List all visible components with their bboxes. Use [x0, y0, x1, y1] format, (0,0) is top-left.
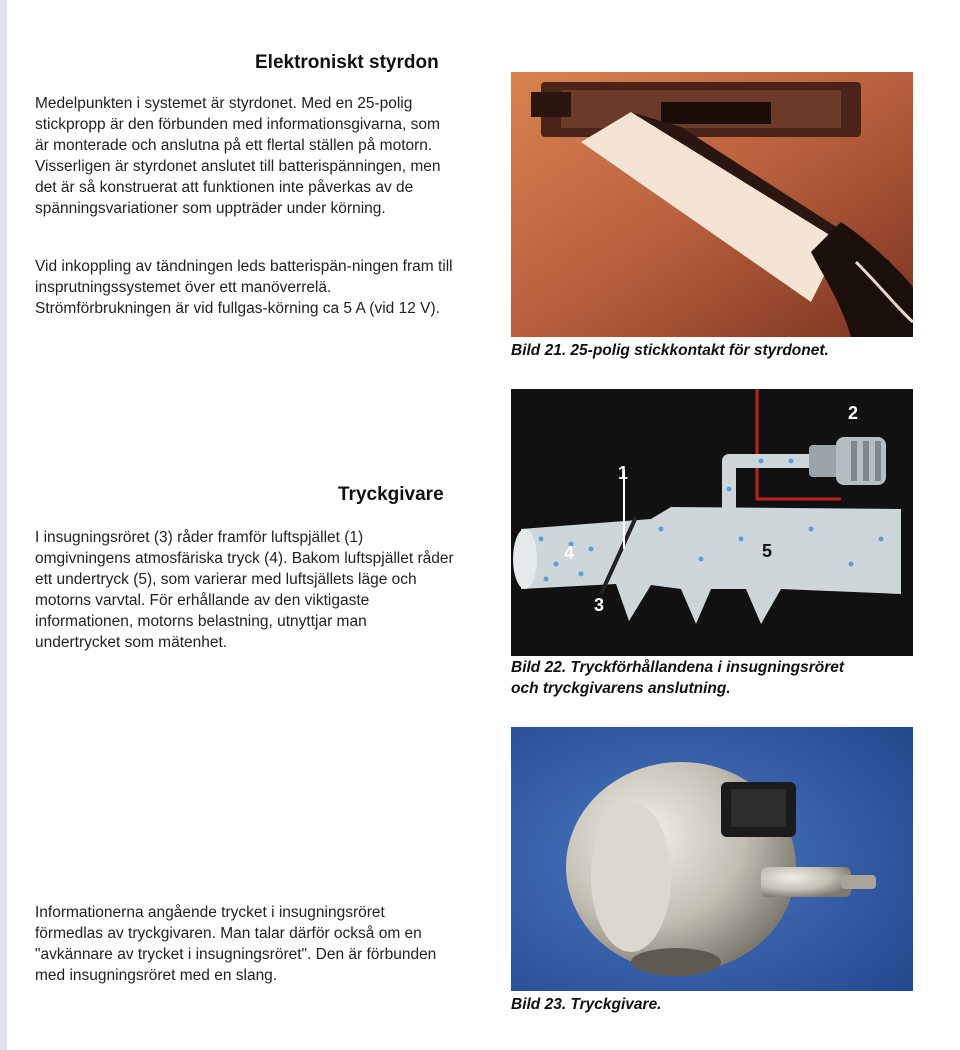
paragraph-styrdon-2: Vid inkoppling av tändningen leds batterispän-ningen fram till insprutningssystemet över ett manöverrelä. Strömförbrukningen är vid fullgas-körning ca 5 A (vid 12 V).: [35, 258, 453, 317]
manifold-diagram: [511, 389, 913, 656]
page-left-rule: [0, 0, 7, 1050]
paragraph-styrdon-1: Medelpunkten i systemet är styrdonet. Med en 25-polig stickpropp är den förbunden med informationsgivarna, som är monterade och anslutna på ett flertal ställen på motorn. Visserligen är styrdonet anslutet till batterispänningen, men det är så konstruerat att funktionen inte påverkas av de spänningsvariationer som uppträder under körning.: [35, 95, 441, 217]
label-manifold: 3: [593, 595, 605, 615]
label-sensor: 2: [847, 403, 859, 423]
label-atmospheric: 4: [563, 543, 575, 563]
paragraph-avkannare: Informationerna angående trycket i insugningsröret förmedlas av tryckgivaren. Man talar därför också om en "avkännare av trycket i insugningsröret". Den är förbunden med insugningsröret med en slang.: [35, 904, 437, 984]
label-throttle: 1: [617, 463, 629, 483]
figure-22-caption-line2: och tryckgivarens anslutning.: [511, 680, 731, 697]
paragraph-tryckgivare: I insugningsröret (3) råder framför luftspjället (1) omgivningens atmosfäriska tryck (4). Bakom luftspjället råder ett undertryck (5), som varierar med luftsjällets läge och motorns varvtal. För erhållande av den viktigaste informationen, motorns belastning, utnyttjar man undertrycket som mätenhet.: [35, 529, 454, 651]
figure-22-caption-line1: Bild 22. Tryckförhållandena i insugningsröret: [511, 659, 845, 676]
pressure-sensor-photo: [511, 727, 913, 991]
section-heading-tryckgivare: Tryckgivare: [338, 484, 444, 505]
section-heading-styrdon: Elektroniskt styrdon: [255, 52, 439, 73]
figure-23-caption: Bild 23. Tryckgivare.: [511, 996, 662, 1013]
label-vacuum: 5: [761, 541, 773, 561]
figure-21-caption: Bild 21. 25-polig stickkontakt för styrdonet.: [511, 342, 829, 359]
connector-photo: [511, 72, 913, 337]
pressure-sensor-shape: [809, 445, 839, 477]
